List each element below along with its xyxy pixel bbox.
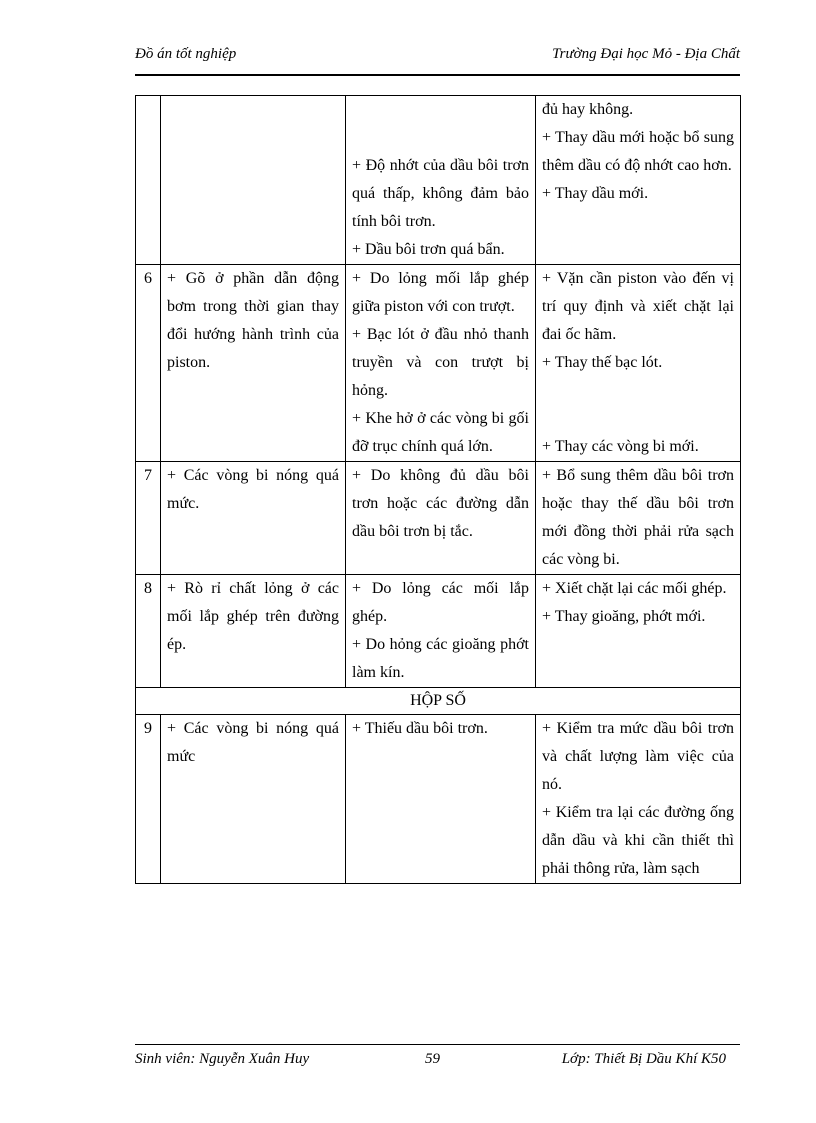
page-number: 59: [425, 1051, 440, 1067]
header-rule: [135, 74, 740, 76]
footer-student: Sinh viên: Nguyễn Xuân Huy: [135, 1051, 310, 1067]
cell-paragraph: + Thiếu dầu bôi trơn.: [352, 720, 488, 737]
cell-paragraph: + Xiết chặt lại các mối ghép.: [542, 580, 727, 597]
cell-paragraph: + Các vòng bi nóng quá mức.: [167, 467, 339, 512]
section-title: HỘP SỐ: [136, 688, 741, 715]
cell-paragraph: + Gõ ở phần dẫn động bơm trong thời gian thay đổi hướng hành trình của piston.: [167, 270, 339, 371]
cause-cell: [346, 462, 536, 575]
remedy-cell: [536, 715, 741, 884]
remedy-cell: [536, 265, 741, 462]
cell-paragraph: [352, 124, 529, 152]
table-row-7: [136, 462, 741, 575]
cell-paragraph: + Rò rỉ chất lỏng ở các mối lắp ghép trên đường ép.: [167, 580, 339, 653]
cell-paragraph: + Các vòng bi nóng quá mức: [167, 720, 339, 765]
section-row-gearbox: [136, 688, 741, 715]
cause-cell: [346, 575, 536, 688]
phenomenon-cell: [161, 265, 346, 462]
page-footer: [135, 1051, 740, 1071]
table-row-continued: [136, 96, 741, 265]
table-row-6: [136, 265, 741, 462]
cell-paragraph: + Độ nhớt của dầu bôi trơn quá thấp, không đảm bảo tính bôi trơn.: [352, 157, 529, 230]
row-number: [136, 96, 161, 265]
phenomenon-cell: [161, 462, 346, 575]
cause-cell: [346, 265, 536, 462]
header-university: Trường Đại học Mỏ - Địa Chất: [552, 46, 740, 62]
remedy-cell: [536, 462, 741, 575]
troubleshooting-table: [135, 95, 741, 884]
cause-cell: [346, 96, 536, 265]
cell-paragraph: + Do lỏng mối lắp ghép giữa piston với con trượt.: [352, 270, 529, 315]
row-number: 9: [136, 715, 161, 884]
footer-rule: [135, 1044, 740, 1045]
cause-cell: [346, 715, 536, 884]
cell-paragraph: + Bổ sung thêm dầu bôi trơn hoặc thay thế dầu bôi trơn mới đồng thời phải rửa sạch các vòng bi.: [542, 467, 734, 568]
row-number: 8: [136, 575, 161, 688]
cell-paragraph: + Khe hở ở các vòng bi gối đỡ trục chính quá lớn.: [352, 410, 529, 455]
header-thesis-label: Đồ án tốt nghiệp: [135, 46, 237, 62]
cell-paragraph: + Thay các vòng bi mới.: [542, 438, 699, 455]
table-row-9: [136, 715, 741, 884]
cell-paragraph: + Thay gioăng, phớt mới.: [542, 608, 706, 625]
remedy-cell: [536, 96, 741, 265]
cell-paragraph: + Thay dầu mới.: [542, 185, 649, 202]
cell-paragraph: + Kiểm tra lại các đường ống dẫn dầu và khi cần thiết thì phải thông rửa, làm sạch: [542, 804, 734, 877]
cell-paragraph: + Do không đủ dầu bôi trơn hoặc các đường dẫn dầu bôi trơn bị tắc.: [352, 467, 529, 540]
cell-paragraph: đủ hay không.: [542, 101, 634, 118]
row-number: 7: [136, 462, 161, 575]
cell-paragraph: + Do hỏng các gioăng phớt làm kín.: [352, 636, 529, 681]
cell-paragraph: + Dầu bôi trơn quá bẩn.: [352, 241, 505, 258]
cell-paragraph: + Thay dầu mới hoặc bổ sung thêm dầu có độ nhớt cao hơn.: [542, 129, 734, 174]
cell-paragraph: [542, 377, 734, 405]
cell-paragraph: + Do lỏng các mối lắp ghép.: [352, 580, 529, 625]
phenomenon-cell: [161, 96, 346, 265]
cell-paragraph: [352, 96, 529, 124]
table-row-8: [136, 575, 741, 688]
cell-paragraph: + Kiểm tra mức dầu bôi trơn và chất lượng làm việc của nó.: [542, 720, 734, 793]
row-number: 6: [136, 265, 161, 462]
footer-class: Lớp: Thiết Bị Dầu Khí K50: [561, 1051, 726, 1067]
phenomenon-cell: [161, 575, 346, 688]
page-header: [135, 46, 740, 68]
remedy-cell: [536, 575, 741, 688]
cell-paragraph: + Vặn cần piston vào đến vị trí quy định và xiết chặt lại đai ốc hãm.: [542, 270, 734, 343]
cell-paragraph: [167, 96, 339, 124]
cell-paragraph: + Thay thế bạc lót.: [542, 354, 663, 371]
cell-paragraph: [542, 405, 734, 433]
cell-paragraph: + Bạc lót ở đầu nhỏ thanh truyền và con trượt bị hỏng.: [352, 326, 529, 399]
phenomenon-cell: [161, 715, 346, 884]
